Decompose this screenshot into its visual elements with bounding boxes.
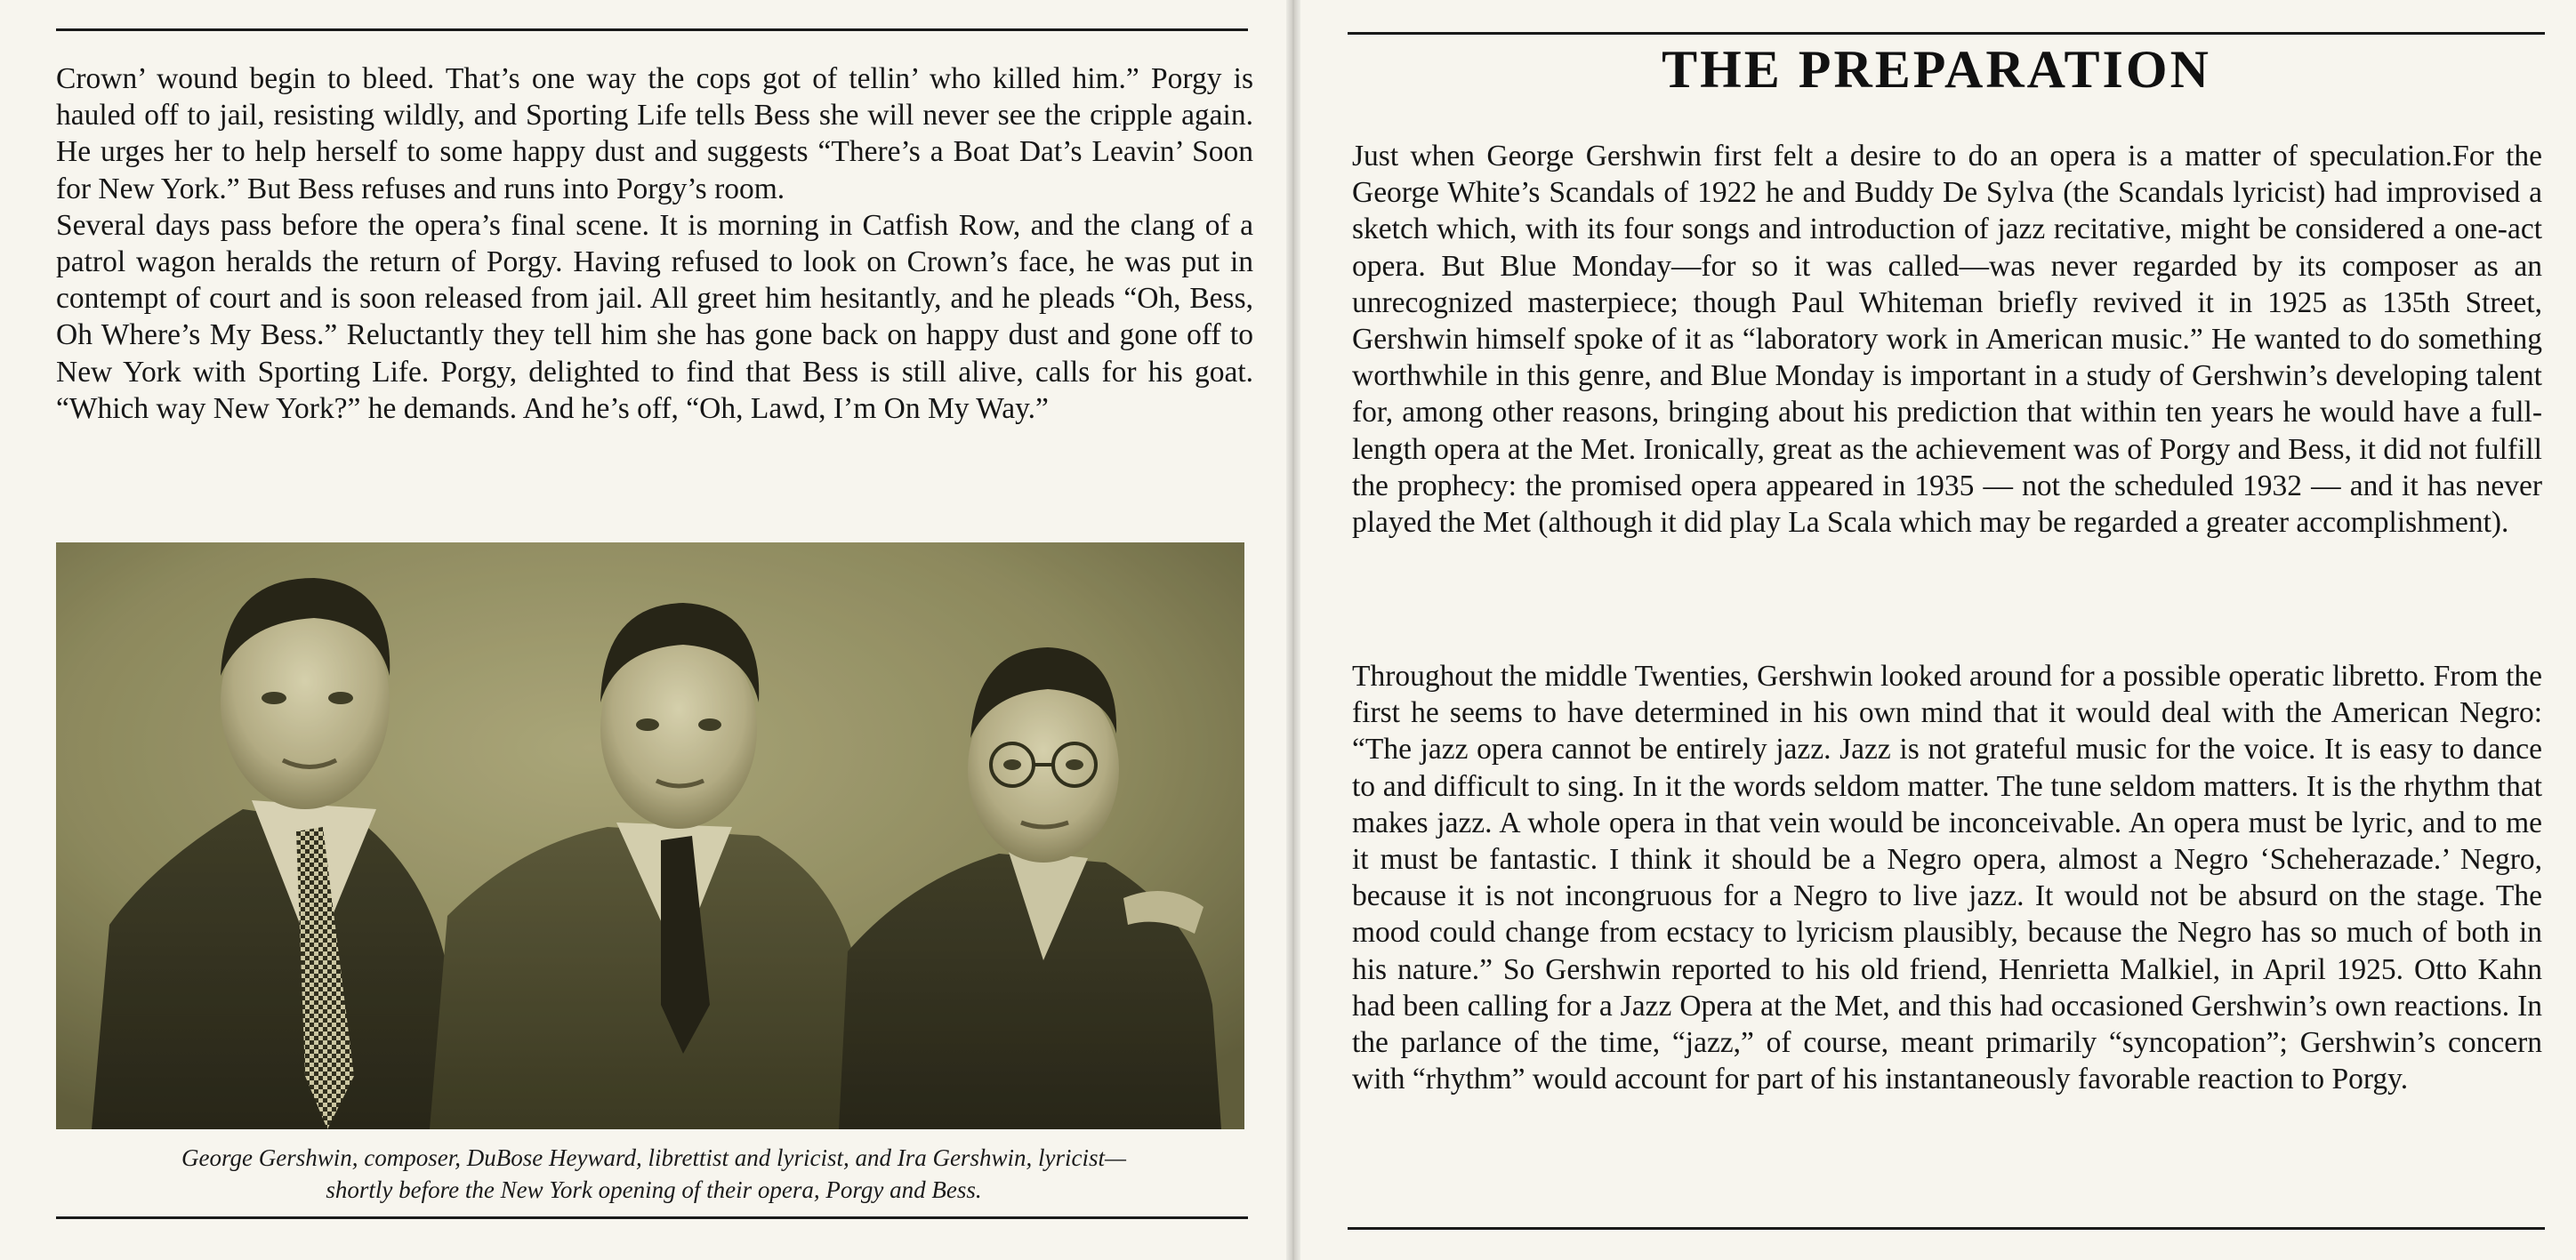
section-title: THE PREPARATION: [1662, 40, 2211, 99]
right-paragraph-2-block: [1352, 658, 2542, 1097]
left-paragraph-1: Crown’ wound begin to bleed. That’s one way the cops got of tellin’ who killed him.” Porgy is hauled off to jail, resisting wildly, and Sporting Life tells Bess she will never see the cripple again. He urges her to help herself to some happy dust and suggests “There’s a Boat Dat’s Leavin’ Soon for New York.” But Bess refuses and runs into Porgy’s room.: [56, 62, 1253, 205]
left-bottom-rule: [56, 1216, 1248, 1219]
photo-caption: [36, 1142, 1272, 1206]
right-bottom-rule: [1348, 1227, 2545, 1230]
right-paragraph-2: Throughout the middle Twenties, Gershwin looked around for a possible operatic libretto. From the first he seems to have determined in his own mind that it would deal with the American Negro: “The jazz opera cannot be entirely jazz. Jazz is not grateful music for the voice. It is easy to dance to and difficult to sing. In it the words seldom matter. The tune seldom matters. It is the rhythm that makes jazz. A whole opera in that vein would be inconceivable. An opera must be lyric, and to me it must be fantastic. I think it should be a Negro opera, almost a Negro ‘Scheherazade.’ Negro, because it is not incongruous for a Negro to live jazz. It would not be absurd on the stage. The mood could change from ecstacy to lyricism plausibly, because the Negro has so much of both in his nature.” So Gershwin reported to his old friend, Henrietta Malkiel, in April 1925. Otto Kahn had been calling for a Jazz Opera at the Met, and this had occasioned Gershwin’s own reactions. In the parlance of the time, “jazz,” of course, meant primarily “syncopation”; Gershwin’s concern with “rhythm” would account for part of his instantaneously favorable reaction to Porgy.: [1352, 660, 2542, 1096]
page-gutter: [1286, 0, 1300, 1260]
photo-illustration: [56, 542, 1244, 1129]
left-top-rule: [56, 28, 1248, 31]
gershwin-heyward-photo: [56, 542, 1244, 1129]
right-paragraph-1: Just when George Gershwin first felt a desire to do an opera is a matter of speculation.For the George White’s Scandals of 1922 he and Buddy De Sylva (the Scandals lyricist) had improvised a sketch which, with its four songs and introduction of jazz recitative, might be considered a one-act opera. But Blue Monday—for so it was called—was never regarded by its composer as an unrecognized masterpiece; though Paul Whiteman briefly revived it in 1925 as 135th Street, Gershwin himself spoke of it as “laboratory work in American music.” He wanted to do something worthwhile in this genre, and Blue Monday is important in a study of Gershwin’s developing talent for, among other reasons, bringing about his prediction that within ten years he would have a full-length opera at the Met. Ironically, great as the achievement was of Porgy and Bess, it did not fulfill the prophecy: the promised opera appeared in 1935 — not the scheduled 1932 — and it has never played the Met (although it did play La Scala which may be regarded a greater accomplishment).: [1352, 140, 2542, 540]
caption-line-2: shortly before the New York opening of their opera, Porgy and Bess.: [326, 1176, 982, 1203]
right-top-rule: [1348, 32, 2545, 35]
left-paragraph-2: Several days pass before the opera’s final scene. It is morning in Catfish Row, and the clang of a patrol wagon heralds the return of Porgy. Having refused to look on Crown’s face, he was put in contempt of court and is soon released from jail. All greet him hesitantly, and he pleads “Oh, Bess, Oh Where’s My Bess.” Reluctantly they tell him she has gone back on happy dust and gone off to New York with Sporting Life. Porgy, delighted to find that Bess is still alive, calls for his goat. “Which way New York?” he demands. And he’s off, “Oh, Lawd, I’m On My Way.”: [56, 208, 1253, 425]
caption-line-1: George Gershwin, composer, DuBose Heyward, librettist and lyricist, and Ira Gershwin, lyricist—: [181, 1144, 1126, 1171]
right-paragraph-1-block: [1352, 138, 2542, 541]
left-body-text: [56, 60, 1253, 427]
